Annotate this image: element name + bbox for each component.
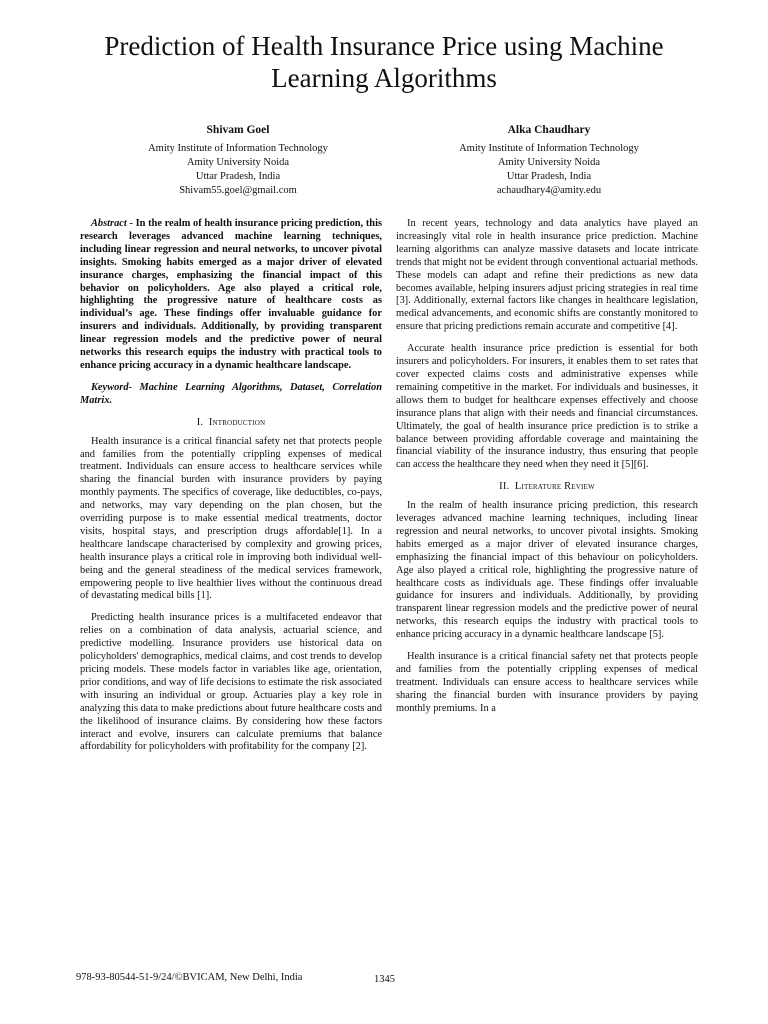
paragraph: Accurate health insurance price prediction is essential for both insurers and policyholders. For insurers, it enables them to set rates that cover expected claims costs and administrative expenses while remaining competitive in the market. For individuals and businesses, it allows them to budget for healthcare expenses effectively and choose insurance plans that align with their needs and financial circumstances. Ultimately, the goal of health insurance price prediction is to strike a balance between providing affordable coverage and maintaining the financial viability of the insurance industry, thus ensuring that people can access the healthcare they need when they need it [5][6]. (396, 343, 698, 471)
paragraph: Predicting health insurance prices is a multifaceted endeavor that relies on a combination of data analysis, actuarial science, and predictive modelling. Insurance providers use historical data on policyholders' demographics, medical claims, and cost trends to develop pricing models. These models factor in variables like age, orientation, prior conditions, and way of life decisions to estimate the risk associated with insuring an individual or group. Actuaries play a key role in analyzing this data to make predictions about future healthcare costs and the likelihood of insurance claims. By considering how these factors interact and evolve, insurers can calculate premiums that balance affordability for policyholders with profitability for the company [2]. (80, 612, 382, 753)
footer-isbn: 978-93-80544-51-9/24/©BVICAM, New Delhi, India (76, 972, 303, 983)
author-university: Amity University Noida (497, 157, 601, 168)
paper-title: Prediction of Health Insurance Price using Machine Learning Algorithms (104, 31, 664, 93)
section-number: I. (196, 416, 204, 428)
section-number: II. (499, 481, 510, 493)
author-name: Alka Chaudhary (507, 124, 591, 136)
section-heading-introduction (80, 417, 382, 430)
section-title: Introduction (208, 416, 266, 428)
abstract (80, 218, 382, 373)
author-email: achaudhary4@amity.edu (496, 185, 602, 196)
section-title: Literature Review (514, 481, 595, 493)
author-university: Amity University Noida (186, 157, 290, 168)
author-block-1 (88, 123, 388, 198)
author-email: Shivam55.goel@gmail.com (179, 185, 297, 196)
paragraph: In recent years, technology and data analytics have played an increasingly vital role in health insurance price prediction. Machine learning algorithms can analyze massive datasets and locate intricate trends that might not be evident through conventional actuarial methods. These models can adapt and refine their predictions as new data becomes available, helping insurers adjust pricing strategies in real time [3]. Additionally, external factors like changes in healthcare legislation, medical advancements, and economic shifts are constantly monitored to ensure that pricing predictions remain accurate and competitive [4]. (396, 218, 698, 333)
author-location: Uttar Pradesh, India (195, 171, 281, 182)
author-name: Shivam Goel (206, 124, 270, 136)
right-column (396, 218, 698, 725)
paragraph: Health insurance is a critical financial safety net that protects people and families from the potentially crippling expenses of medical treatment. Individuals can ensure access to healthcare services while sharing the financial burden with insurance providers by paying monthly payments. The specifics of coverage, like deductibles, co-pays, and networks, may vary depending on the plan chosen, but the overriding purpose is to make essential medical treatments, doctor visits, hospital stays, and prescription drugs affordable[1]. In a healthcare landscape characterised by complexity and growing prices, health insurance plays a critical role in improving both individual well-being and the general steadiness of the medical services framework, empowering people to live healthier lives without the continuous dread of devastating medical bills [1]. (80, 435, 382, 602)
footer-page-number: 1345 (374, 974, 395, 985)
paragraph: Health insurance is a critical financial safety net that protects people and families from the potentially crippling expenses of medical treatment. Individuals can ensure access to healthcare services while sharing the financial burden with insurance providers by paying monthly premiums. In a (396, 651, 698, 714)
paragraph: In the realm of health insurance pricing prediction, this research leverages advanced machine learning techniques, including linear regression and neural networks, to uncover pivotal insights. Smoking habits emerged as a major driver of elevated insurance charges, emphasizing the financial impact of this behaviour on policyholders. Age also played a critical role, highlighting the progressive nature of healthcare costs as individuals age. These findings offer invaluable guidance for insurers and individuals. Additionally, by providing transparent linear regression models and the predictive power of neural networks, this research equips the industry with practical tools to enhance pricing accuracy in a dynamic healthcare landscape [5]. (396, 500, 698, 641)
section-heading-literature-review (396, 481, 698, 494)
left-column (80, 218, 382, 763)
author-location: Uttar Pradesh, India (506, 171, 592, 182)
abstract-label: Abstract (91, 218, 127, 229)
abstract-text: - In the realm of health insurance pricing prediction, this research leverages advanced machine learning techniques, including linear regression and neural networks, to uncover pivotal insights. Smoking habits emerged as a major driver of elevated insurance charges, emphasizing the financial impact of this behavior on policyholders. Age also played a critical role, highlighting the progressive nature of healthcare costs as individual’s age. These findings offer invaluable guidance for insurers and individuals. Additionally, by providing transparent linear regression models and the predictive power of neural networks this research equips the industry with practical tools to enhance pricing accuracy in a dynamic healthcare landscape. (80, 218, 382, 371)
author-block-2 (399, 123, 699, 198)
author-affiliation: Amity Institute of Information Technology (459, 143, 639, 154)
keywords: Keyword- Machine Learning Algorithms, Dataset, Correlation Matrix. (80, 381, 382, 406)
author-affiliation: Amity Institute of Information Technology (148, 143, 328, 154)
